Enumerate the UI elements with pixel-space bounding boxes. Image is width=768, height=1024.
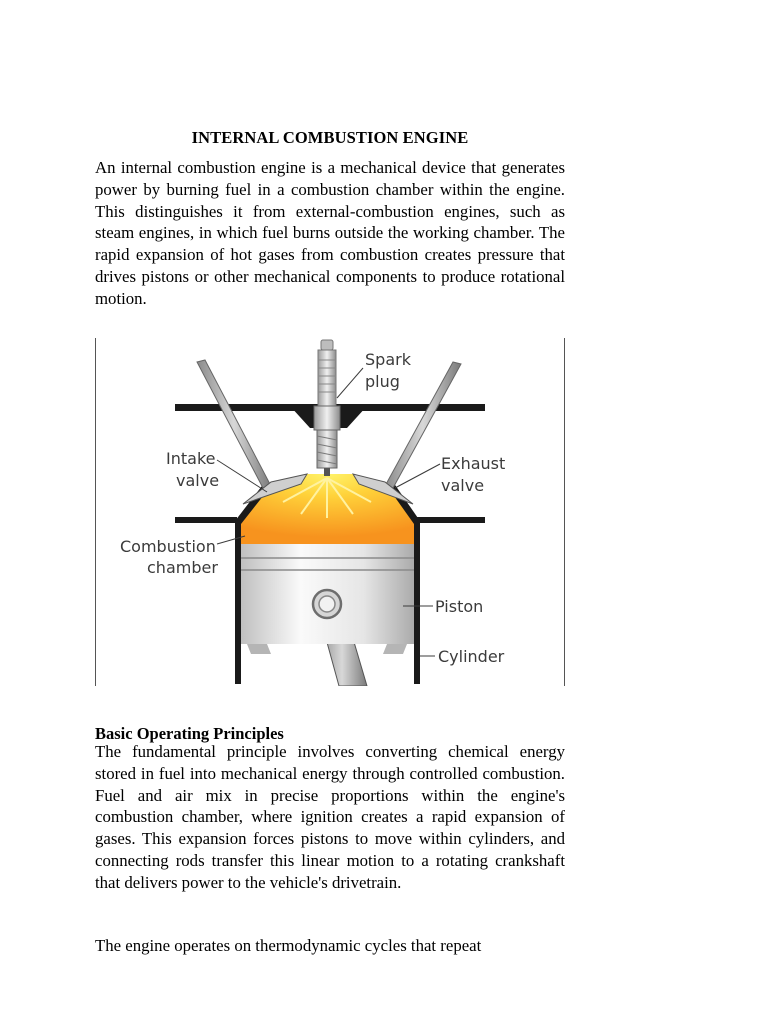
label-plug: plug: [365, 372, 400, 391]
label-combustion: Combustion: [120, 537, 216, 556]
label-intake: Intake: [166, 449, 216, 468]
section-heading: Basic Operating Principles: [95, 724, 284, 743]
label-piston: Piston: [435, 597, 484, 616]
label-spark: Spark: [365, 350, 411, 369]
engine-diagram: [95, 336, 565, 686]
label-chamber: chamber: [147, 558, 218, 577]
label-intake-valve: valve: [176, 471, 220, 490]
piston: [238, 544, 417, 654]
label-exhaust-valve: valve: [441, 476, 485, 495]
intro-paragraph: An internal combustion engine is a mechanical device that generates power by burning fuel in a combustion chamber within the engine. This distinguishes it from external-combustion engines, such as steam engines, in which fuel burns outside the working chamber. The rapid expansion of hot gases from combustion creates pressure that drives pistons or other mechanical components to produce rotational motion.: [95, 158, 565, 308]
label-cylinder: Cylinder: [438, 647, 505, 666]
principles-paragraph: The fundamental principle involves converting chemical energy stored in fuel into mechanical energy through controlled combustion. Fuel and air mix in precise proportions within the engine's combustion chamber, where ignition creates a rapid expansion of gases. This expansion forces pistons to move within cylinders, and connecting rods transfer this linear motion to a rotating crankshaft that delivers power to the vehicle's drivetrain.: [95, 742, 565, 892]
document-title: INTERNAL COMBUSTION ENGINE: [191, 128, 469, 147]
cycles-paragraph: The engine operates on thermodynamic cycles that repeat: [95, 936, 482, 955]
spark-plug: [314, 340, 340, 476]
label-exhaust: Exhaust: [441, 454, 506, 473]
